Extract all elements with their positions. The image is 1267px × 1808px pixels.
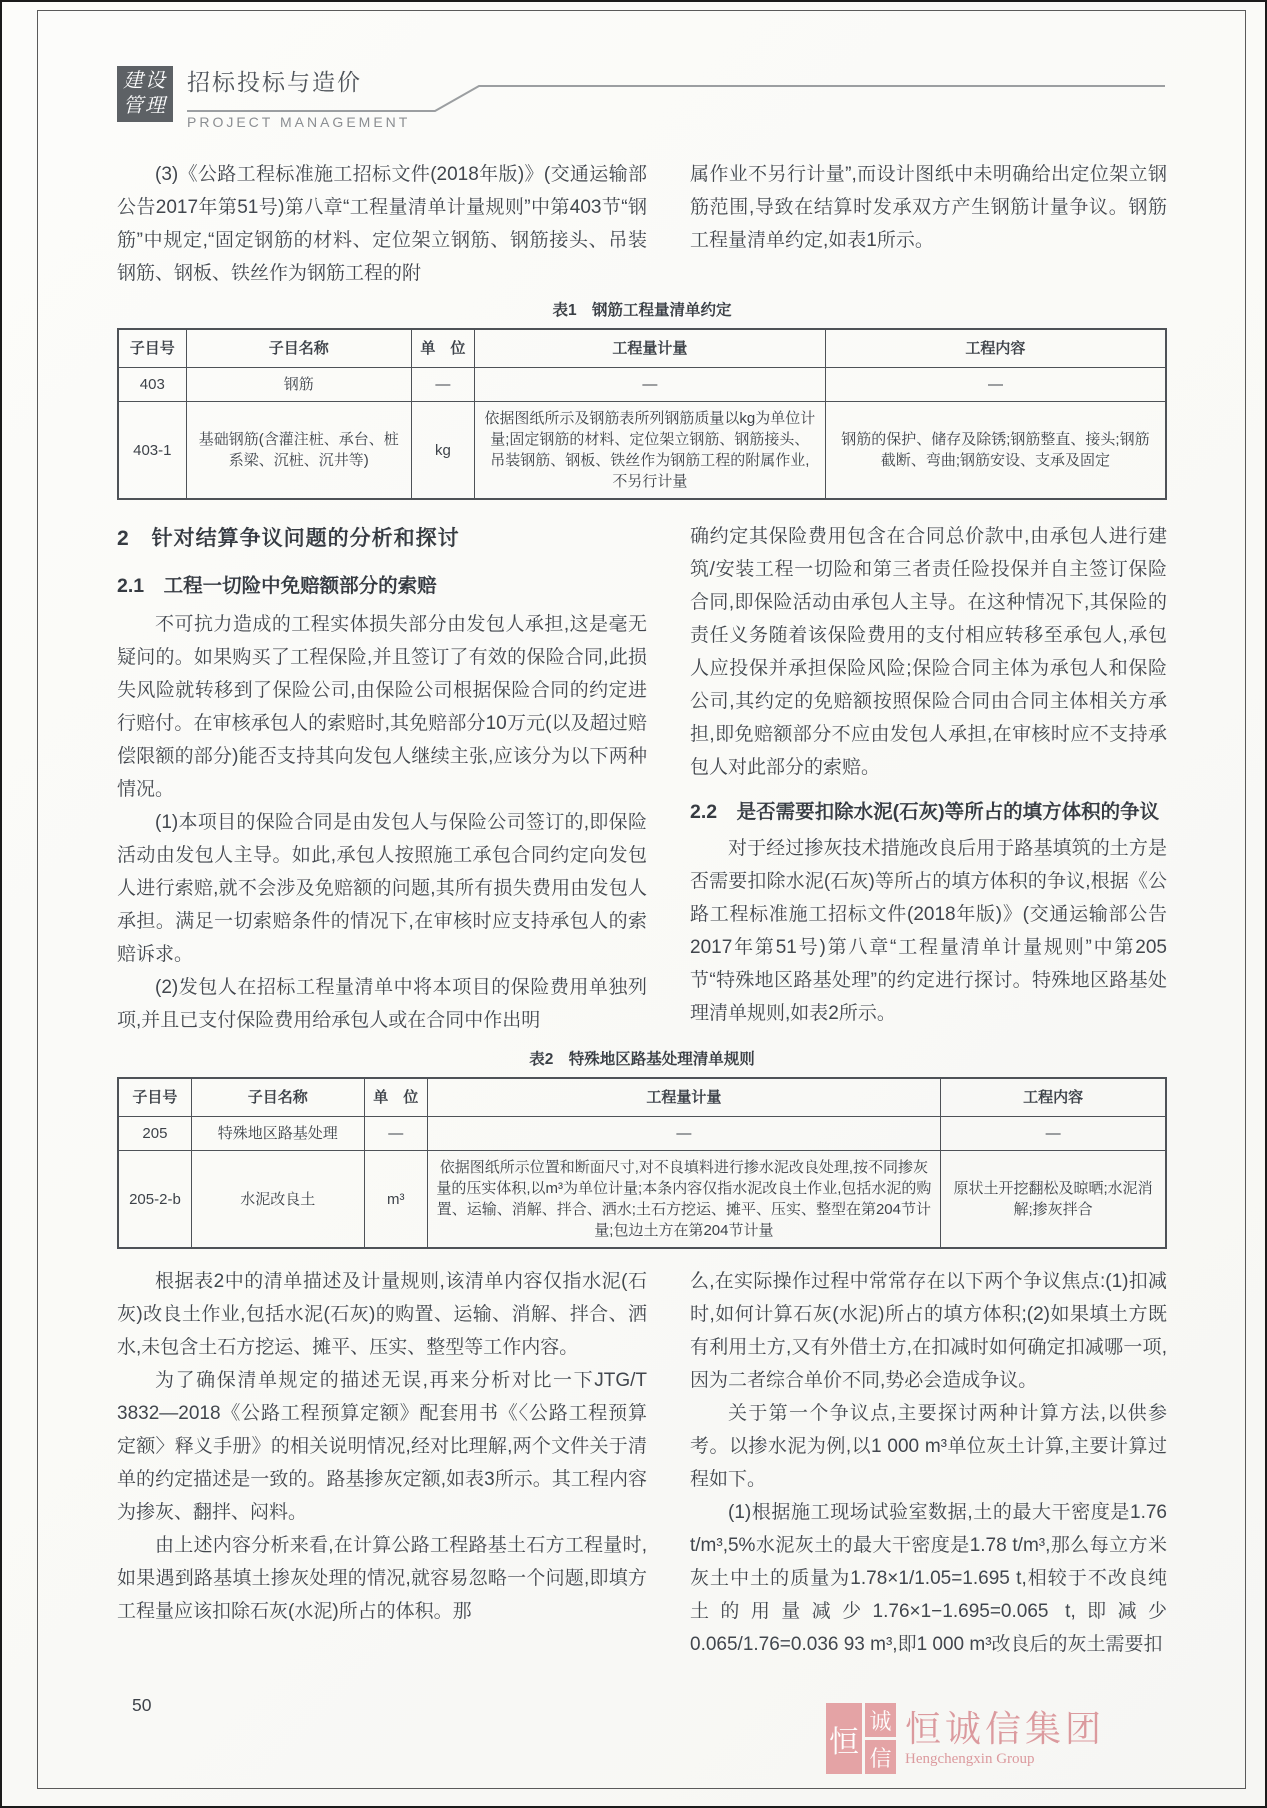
column-header: 单 位 <box>364 1078 427 1117</box>
brand-name-cn: 恒诚信集团 <box>904 1708 1105 1749</box>
table-cell: 原状土开挖翻松及晾晒;水泥消解;掺灰拌合 <box>941 1151 1166 1249</box>
table-cell: 水泥改良土 <box>191 1151 364 1249</box>
journal-logo <box>117 66 173 122</box>
intro-band <box>117 158 1167 290</box>
table-cell: 基础钢筋(含灌注桩、承台、桩系梁、沉桩、沉井等) <box>186 402 411 500</box>
brand-seal-icon <box>826 1703 896 1774</box>
table-cell: 403 <box>118 368 186 402</box>
table-row <box>118 1151 1166 1249</box>
seal-char: 信 <box>865 1740 896 1774</box>
table-cell: 205 <box>118 1117 191 1151</box>
paragraph: (3)《公路工程标准施工招标文件(2018年版)》(交通运输部公告2017年第51号)第八章“工程量清单计量规则”中第403节“钢筋”中规定,“固定钢筋的材料、定位架立钢筋、钢筋接头、吊装钢筋、钢板、铁丝作为钢筋工程的附 <box>117 164 647 284</box>
page-number: 50 <box>132 1695 152 1715</box>
table1-caption: 表1 钢筋工程量清单约定 <box>552 302 732 319</box>
analysis-band <box>117 1265 1167 1661</box>
paragraph: 不可抗力造成的工程实体损失部分由发包人承担,这是毫无疑问的。如果购买了工程保险,并且签订了有效的保险合同,此损失风险就转移到了保险公司,由保险公司根据保险合同的约定进行赔付。在审核承包人的索赔时,其免赔部分10万元(以及超过赔偿限额的部分)能否支持其向发包人继续主张,应该分为以下两种情况。 <box>117 614 647 800</box>
paragraph: 确约定其保险费用包含在合同总价款中,由承包人进行建筑/安装工程一切险和第三者责任险投保并自主签订保险合同,即保险活动由承包人主导。在这种情况下,其保险的责任义务随着该保险费用的支付相应转移至承包人,承包人应投保并承担保险风险;保险合同主体为承包人和保险公司,其约定的免赔额按照保险合同由合同主体相关方承担,即免赔额部分不应由发包人承担,在审核时应不支持承包人对此部分的索赔。 <box>690 526 1167 778</box>
seal-char: 诚 <box>865 1703 896 1737</box>
journal-header <box>117 64 1167 134</box>
paragraph: 对于经过掺灰技术措施改良后用于路基填筑的土方是否需要扣除水泥(石灰)等所占的填方体积的争议,根据《公路工程标准施工招标文件(2018年版)》(交通运输部公告2017年第51号)第八章“工程量清单计量规则”中第205节“特殊地区路基处理”的约定进行探讨。特殊地区路基处理清单规则,如表2所示。 <box>690 838 1167 1024</box>
subsection-heading: 2.1 工程一切险中免赔额部分的索赔 <box>117 575 437 597</box>
table-row <box>118 402 1166 500</box>
journal-title-block <box>187 64 410 131</box>
table-cell: 依据图纸所示位置和断面尺寸,对不良填料进行掺水泥改良处理,按不同掺灰量的压实体积,以m³为单位计量;本条内容仅指水泥改良土作业,包括水泥的购置、运输、消解、拌合、洒水;土石方挖运、摊平、压实、整型在第204节计量;包边土方在第204节计量 <box>427 1151 941 1249</box>
table-cell: 特殊地区路基处理 <box>191 1117 364 1151</box>
table-row <box>118 1117 1166 1151</box>
seal-char: 恒 <box>826 1703 862 1774</box>
paragraph: 由上述内容分析来看,在计算公路工程路基土石方工程量时,如果遇到路基填土掺灰处理的情况,就容易忽略一个问题,即填方工程量应该扣除石灰(水泥)所占的体积。那 <box>117 1535 647 1622</box>
table-cell: — <box>364 1117 427 1151</box>
brand-name-en: Hengchengxin Group <box>904 1751 1035 1767</box>
column-header: 子目名称 <box>186 329 411 368</box>
column-header: 工程内容 <box>941 1078 1166 1117</box>
table-cell: 钢筋的保护、储存及除锈;钢筋整直、接头;钢筋截断、弯曲;钢筋安设、支承及固定 <box>825 402 1166 500</box>
column-header: 工程量计量 <box>427 1078 941 1117</box>
paragraph: 根据表2中的清单描述及计量规则,该清单内容仅指水泥(石灰)改良土作业,包括水泥(石灰)的购置、运输、消解、拌合、洒水,未包含土石方挖运、摊平、压实、整型等工作内容。 <box>117 1271 647 1358</box>
journal-title-cn: 招标投标与造价 <box>187 69 362 95</box>
section-heading: 2 针对结算争议问题的分析和探讨 <box>117 527 460 550</box>
column-header: 子目号 <box>118 329 186 368</box>
paragraph: (1)本项目的保险合同是由发包人与保险公司签订的,即保险活动由发包人主导。如此,承包人按照施工承包合同约定向发包人进行索赔,就不会涉及免赔额的问题,其所有损失费用由发包人承担。满足一切索赔条件的情况下,在审核时应支持承包人的索赔诉求。 <box>117 812 647 965</box>
brand-logo <box>826 1703 1105 1774</box>
table2-header-row <box>118 1078 1166 1117</box>
paragraph: 关于第一个争议点,主要探讨两种计算方法,以供参考。以掺水泥为例,以1 000 m³单位灰土计算,主要计算过程如下。 <box>690 1403 1167 1490</box>
journal-title-en: PROJECT MANAGEMENT <box>187 114 411 130</box>
table2 <box>117 1077 1167 1249</box>
left-column <box>117 1265 647 1661</box>
table1 <box>117 328 1167 500</box>
brand-text-block <box>905 1708 1105 1769</box>
paragraph: 属作业不另行计量”,而设计图纸中未明确给出定位架立钢筋范围,导致在结算时发承双方产生钢筋计量争议。钢筋工程量清单约定,如表1所示。 <box>690 164 1167 251</box>
journal-logo-line1: 建设 <box>123 70 167 92</box>
table-cell: 依据图纸所示及钢筋表所列钢筋质量以kg为单位计量;固定钢筋的材料、定位架立钢筋、钢筋接头、吊装钢筋、钢板、铁丝作为钢筋工程的附属作业,不另行计量 <box>474 402 825 500</box>
table1-header-row <box>118 329 1166 368</box>
table-cell: kg <box>411 402 474 500</box>
journal-logo-line2: 管理 <box>123 95 167 117</box>
content-area <box>117 2 1167 1661</box>
table-cell: 403-1 <box>118 402 186 500</box>
subsection-heading: 2.2 是否需要扣除水泥(石灰)等所占的填方体积的争议 <box>690 801 1160 823</box>
left-column <box>117 158 647 290</box>
paragraph: 么,在实际操作过程中常常存在以下两个争议焦点:(1)扣减时,如何计算石灰(水泥)所占的填方体积;(2)如果填土方既有利用土方,又有外借土方,在扣减时如何确定扣减哪一项,因为二者综合单价不同,势必会造成争议。 <box>690 1271 1167 1391</box>
table-cell: 钢筋 <box>186 368 411 402</box>
table-cell: m³ <box>364 1151 427 1249</box>
paragraph: (1)根据施工现场试验室数据,土的最大干密度是1.76 t/m³,5%水泥灰土的最大干密度是1.78 t/m³,那么每立方米灰土中土的质量为1.78×1/1.05=1.695 t,相较于不改良纯土的用量减少1.76×1−1.695=0.065 t,即减少0.065/1.76=0.036 93 m³,即1 000 m³改良后的灰土需要扣 <box>690 1502 1167 1655</box>
table-cell: — <box>474 368 825 402</box>
table-row <box>118 368 1166 402</box>
right-column <box>690 1265 1167 1661</box>
right-column <box>690 520 1167 1037</box>
table2-caption: 表2 特殊地区路基处理清单规则 <box>529 1051 755 1068</box>
column-header: 子目名称 <box>191 1078 364 1117</box>
column-header: 单 位 <box>411 329 474 368</box>
paragraph: 为了确保清单规定的描述无误,再来分析对比一下JTG/T 3832—2018《公路工程预算定额》配套用书《〈公路工程预算定额〉释义手册》的相关说明情况,经对比理解,两个文件关于清单的约定描述是一致的。路基掺灰定额,如表3所示。其工程内容为掺灰、翻拌、闷料。 <box>117 1370 647 1523</box>
table-cell: — <box>427 1117 941 1151</box>
right-column <box>690 158 1167 290</box>
section2-band <box>117 520 1167 1037</box>
column-header: 子目号 <box>118 1078 191 1117</box>
column-header: 工程量计量 <box>474 329 825 368</box>
table-cell: — <box>941 1117 1166 1151</box>
table-cell: — <box>411 368 474 402</box>
left-column <box>117 520 647 1037</box>
paragraph: (2)发包人在招标工程量清单中将本项目的保险费用单独列项,并且已支付保险费用给承包人或在合同中作出明 <box>117 977 647 1031</box>
table-cell: — <box>825 368 1166 402</box>
table-cell: 205-2-b <box>118 1151 191 1249</box>
column-header: 工程内容 <box>825 329 1166 368</box>
